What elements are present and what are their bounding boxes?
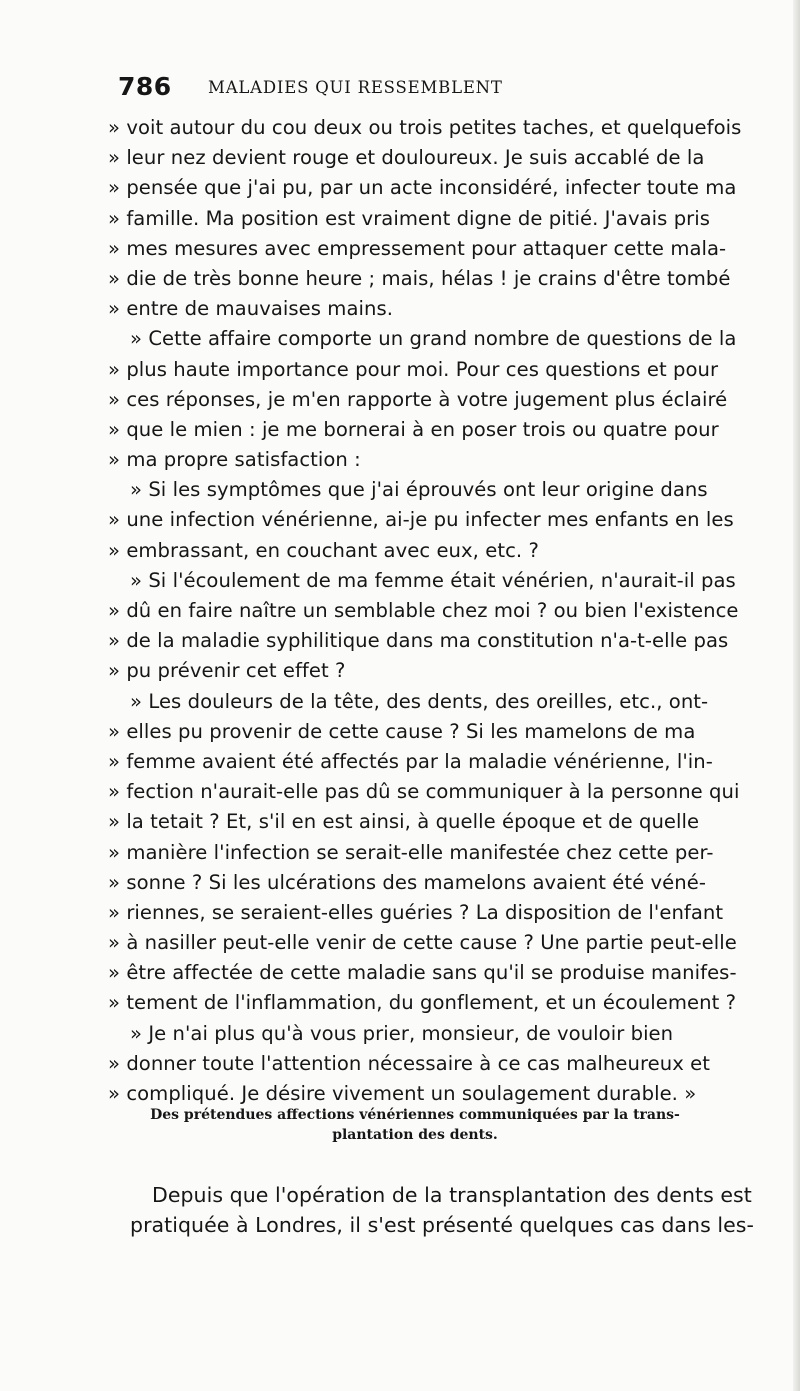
text-line: » femme avaient été affectés par la maladie vénérienne, l'in- [108, 749, 713, 773]
text-line: » donner toute l'attention nécessaire à ce cas malheureux et [108, 1051, 710, 1075]
text-line: » une infection vénérienne, ai-je pu infecter mes enfants en les [108, 508, 734, 532]
text-line: » dû en faire naître un semblable chez moi ? ou bien l'existence [108, 599, 739, 622]
text-line: » que le mien : je me bornerai à en poser trois ou quatre pour [108, 417, 719, 441]
text-line: » entre de mauvaises mains. [108, 297, 393, 321]
text-line: » embrassant, en couchant avec eux, etc. ? [108, 538, 539, 562]
text-line: » tement de l'inflammation, du gonflement, et un écoulement ? [108, 991, 737, 1015]
text-line: Depuis que l'opération de la transplantation des dents est [152, 1183, 752, 1207]
text-line: » la tetait ? Et, s'il en est ainsi, à quelle époque et de quelle [108, 810, 700, 834]
page-number: 786 [118, 72, 172, 101]
text-line: » Cette affaire comporte un grand nombre de questions de la [130, 327, 737, 351]
text-line: » sonne ? Si les ulcérations des mamelons avaient été véné- [108, 870, 706, 894]
section-heading [120, 1105, 710, 1145]
text-line: » riennes, se seraient-elles guéries ? La disposition de l'enfant [108, 900, 724, 924]
text-line: » fection n'aurait-elle pas dû se communiquer à la personne qui [108, 780, 740, 804]
text-line: » plus haute importance pour moi. Pour ces questions et pour [108, 357, 719, 381]
text-line: » ma propre satisfaction : [108, 448, 361, 472]
text-line: » pensée que j'ai pu, par un acte inconsidéré, infecter toute ma [108, 176, 737, 200]
running-title: MALADIES QUI RESSEMBLENT [208, 78, 503, 97]
text-line: » Je n'ai plus qu'à vous prier, monsieur, de vouloir bien [130, 1021, 674, 1045]
text-line: » famille. Ma position est vraiment digne de pitié. J'avais pris [108, 206, 711, 230]
text-line: » voit autour du cou deux ou trois petites taches, et quelquefois [108, 116, 742, 139]
text-line: pratiquée à Londres, il s'est présenté quelques cas dans les- [130, 1213, 754, 1237]
text-line: » Si l'écoulement de ma femme était vénérien, n'aurait-il pas [130, 568, 736, 592]
text-line: » mes mesures avec empressement pour attaquer cette mala- [108, 236, 727, 260]
text-line: » Les douleurs de la tête, des dents, des oreilles, etc., ont- [130, 689, 709, 713]
section-heading-line: plantation des dents. [332, 1127, 498, 1143]
text-line: » elles pu provenir de cette cause ? Si les mamelons de ma [108, 719, 696, 743]
page-edge [793, 0, 800, 1391]
page-header [118, 72, 718, 106]
text-line: » manière l'infection se serait-elle manifestée chez cette per- [108, 840, 714, 864]
text-line: » être affectée de cette maladie sans qu'il se produise manifes- [108, 961, 737, 985]
text-line: » de la maladie syphilitique dans ma constitution n'a-t-elle pas [108, 629, 729, 653]
section-body-text [130, 1180, 754, 1240]
text-line: » die de très bonne heure ; mais, hélas ! je crains d'être tombé [108, 266, 731, 290]
section-heading-line: Des prétendues affections vénériennes communiquées par la trans- [150, 1107, 680, 1123]
text-line: » pu prévenir cet effet ? [108, 659, 346, 683]
text-line: » compliqué. Je désire vivement un soulagement durable. » [108, 1082, 697, 1105]
body-text [108, 113, 742, 1109]
text-line: » à nasiller peut-elle venir de cette cause ? Une partie peut-elle [108, 931, 737, 955]
text-line: » ces réponses, je m'en rapporte à votre jugement plus éclairé [108, 387, 728, 411]
text-line: » leur nez devient rouge et douloureux. Je suis accablé de la [108, 146, 705, 170]
text-line: » Si les symptômes que j'ai éprouvés ont leur origine dans [130, 478, 708, 502]
